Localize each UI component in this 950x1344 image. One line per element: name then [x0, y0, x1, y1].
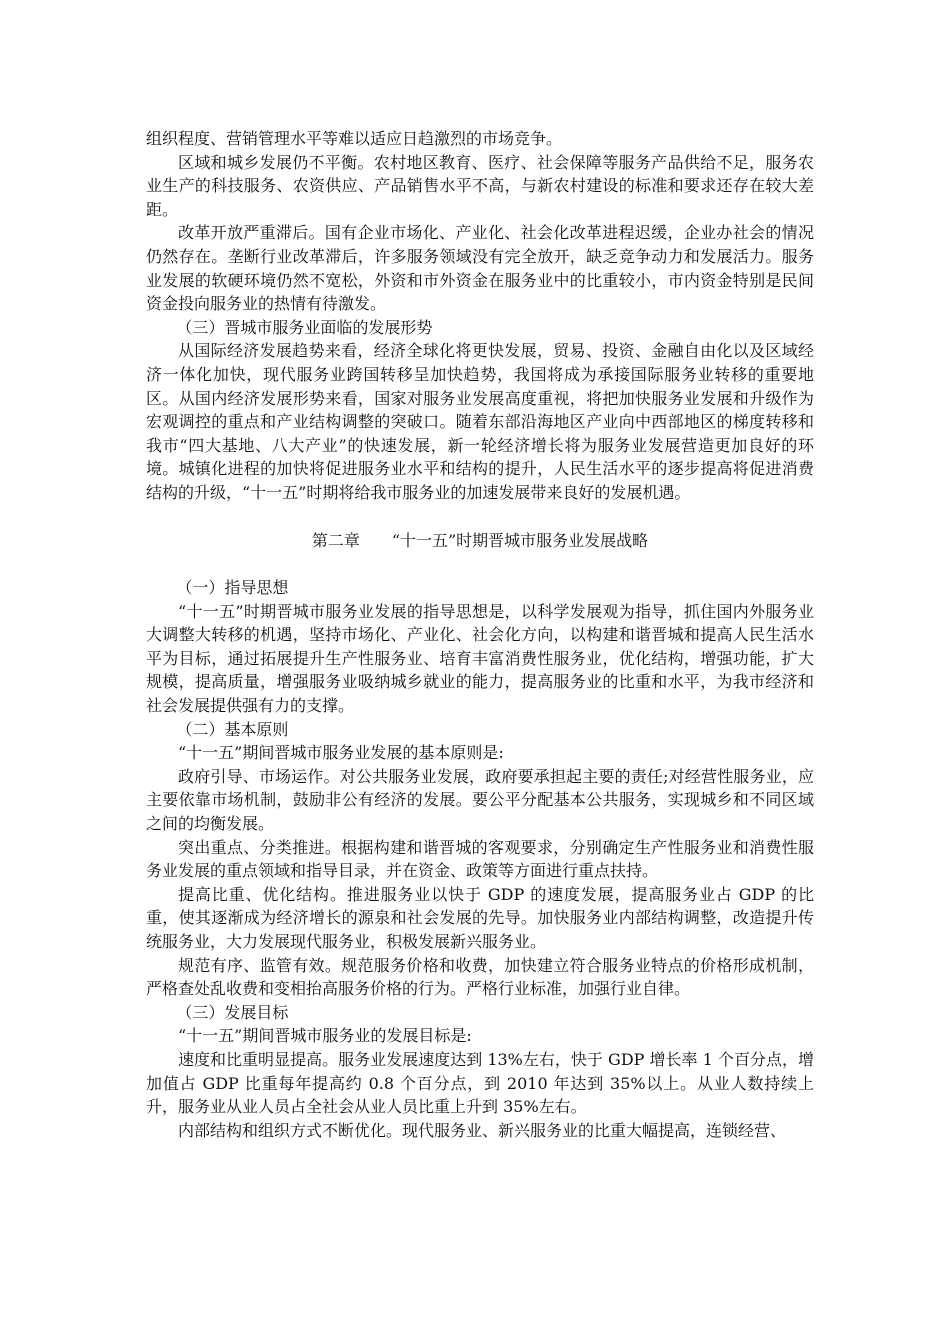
- paragraph-development-situation: 从国际经济发展趋势来看，经济全球化将更快发展，贸易、投资、金融自由化以及区域经济一体化加快，现代服务业跨国转移呈加快趋势，我国将成为承接国际服务业转移的重要地区。从国内经济发展形势来看，国家对服务业发展高度重视，将把加快服务业发展和升级作为宏观调控的重点和产业结构调整的突破口。随着东部沿海地区产业向中西部地区的梯度转移和我市“四大基地、八大产业”的快速发展，新一轮经济增长将为服务业发展营造更加良好的环境。城镇化进程的加快将促进服务业水平和结构的提升，人民生活水平的逐步提高将促进消费结构的升级，“十一五”时期将给我市服务业的加速发展带来良好的发展机遇。: [146, 341, 814, 502]
- paragraph-reform-lag: 改革开放严重滞后。国有企业市场化、产业化、社会化改革进程迟缓，企业办社会的情况仍然存在。垄断行业改革滞后，许多服务领域没有完全放开，缺乏竞争动力和发展活力。服务业发展的软硬环境仍然不宽松，外资和市外资金在服务业中的比重较小，市内资金特别是民间资金投向服务业的热情有待激发。: [146, 223, 814, 314]
- paragraph-principle-key-points: 突出重点、分类推进。根据构建和谐晋城的客观要求，分别确定生产性服务业和消费性服务业发展的重点领域和指导目录，并在资金、政策等方面进行重点扶持。: [146, 837, 814, 881]
- paragraph-regional-imbalance: 区域和城乡发展仍不平衡。农村地区教育、医疗、社会保障等服务产品供给不足，服务农业生产的科技服务、农资供应、产品销售水平不高，与新农村建设的标准和要求还存在较大差距。: [146, 152, 814, 219]
- paragraph-principle-government-guidance: 政府引导、市场运作。对公共服务业发展，政府要承担起主要的责任;对经营性服务业，应主要依靠市场机制，鼓励非公有经济的发展。要公平分配基本公共服务，实现城乡和不同区域之间的均衡发展。: [146, 766, 814, 834]
- paragraph-goal-structure: 内部结构和组织方式不断优化。现代服务业、新兴服务业的比重大幅提高，连锁经营、: [178, 1120, 787, 1140]
- section-heading-basic-principles: （二）基本原则: [176, 719, 289, 739]
- paragraph-principle-proportion: 提高比重、优化结构。推进服务业以快于 GDP 的速度发展，提高服务业占 GDP 的比重，使其逐渐成为经济增长的源泉和社会发展的先导。加快服务业内部结构调整，改造提升传统服务业，大力发展现代服务业，积极发展新兴服务业。: [146, 884, 814, 951]
- paragraph-guiding-thought: “十一五”时期晋城市服务业发展的指导思想是，以科学发展观为指导，抓住国内外服务业大调整大转移的机遇，坚持市场化、产业化、社会化方向，以构建和谐晋城和提高人民生活水平为目标，通过拓展提升生产性服务业、培育丰富消费性服务业，优化结构，增强功能，扩大规模，提高质量，增强服务业吸纳城乡就业的能力，提高服务业的比重和水平，为我市经济和社会发展提供强有力的支撑。: [146, 601, 814, 716]
- paragraph-principle-regulation: 规范有序、监管有效。规范服务价格和收费，加快建立符合服务业特点的价格形成机制，严格查处乱收费和变相抬高服务价格的行为。严格行业标准，加强行业自律。: [146, 955, 814, 999]
- document-body: [146, 127, 814, 1142]
- paragraph-market-competition: 组织程度、营销管理水平等难以适应日趋激烈的市场竞争。: [146, 129, 563, 148]
- paragraph-goals-intro: “十一五”期间晋城市服务业的发展目标是:: [178, 1026, 472, 1046]
- chapter-title: 第二章 “十一五”时期晋城市服务业发展战略: [311, 530, 649, 550]
- paragraph-principles-intro: “十一五”期间晋城市服务业发展的基本原则是:: [178, 743, 504, 763]
- paragraph-goal-speed-proportion: 速度和比重明显提高。服务业发展速度达到 13%左右，快于 GDP 增长率 1 个百分点，增加值占 GDP 比重每年提高约 0.8 个百分点，到 2010 年达到 35%以上。从业人数持续上升，服务业从业人员占全社会从业人员比重上升到 35%左右。: [146, 1049, 814, 1117]
- section-heading-development-goals: （三）发展目标: [176, 1002, 289, 1022]
- section-heading-guiding-thought: （一）指导思想: [176, 578, 289, 598]
- section-heading-development-situation: （三）晋城市服务业面临的发展形势: [176, 317, 433, 337]
